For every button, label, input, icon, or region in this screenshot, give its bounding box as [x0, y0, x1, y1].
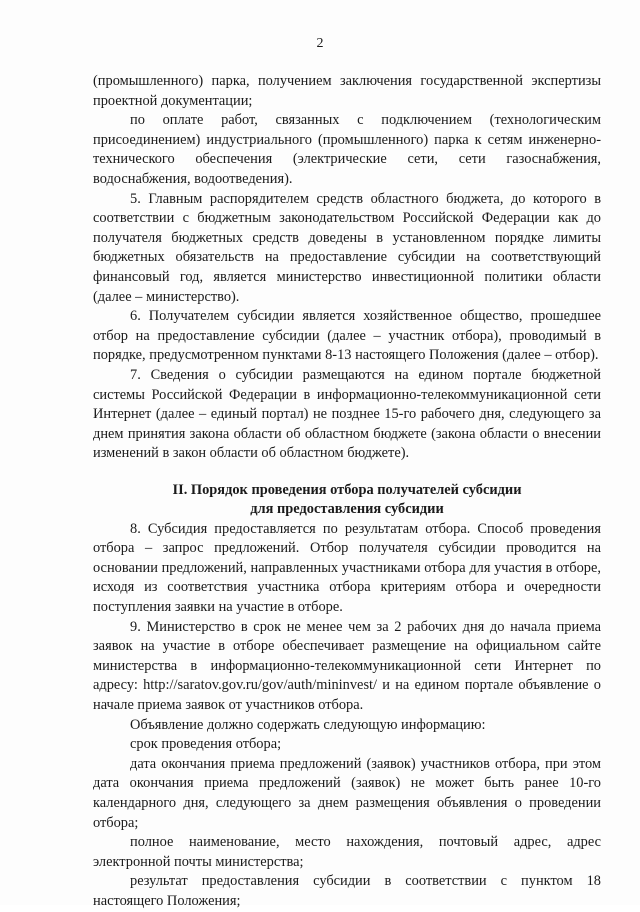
list-item-ministry-details: полное наименование, место нахождения, почтовый адрес, адрес электронной почты министерства; [93, 834, 601, 870]
paragraph-item-5: 5. Главным распорядителем средств областного бюджета, до которого в соответствии с бюджетным законодательством Российской Федерации как до получателя бюджетных средств доведены в установленном порядке лимиты бюджетных обязательств на предоставление субсидии на соответствующий финансовый год, является министерство инвестиционной политики области (далее – министерство). [93, 190, 601, 305]
page-number: 2 [316, 36, 324, 51]
paragraph-item-6: 6. Получателем субсидии является хозяйственное общество, прошедшее отбор на предоставление субсидии (далее – участник отбора), проводимый в порядке, предусмотренном пунктами 8-13 настоящего Положения (далее – отбор). [93, 308, 601, 364]
paragraph-item-9: 9. Министерство в срок не менее чем за 2 рабочих дня до начала приема заявок на участие в отборе обеспечивает размещение на официальном сайте министерства в информационно-телекоммуникационной сети Интернет по адресу: http://saratov.gov.ru/gov/auth/mininvest/ и на едином портале объявление о начале приема заявок от участников отбора. [93, 618, 601, 714]
paragraph-item-8: 8. Субсидия предоставляется по результатам отбора. Способ проведения отбора – запрос предложений. Отбор получателя субсидии проводится на основании предложений, направленных участниками отбора для участия в отборе, исходя из соответствия участника отбора критериям отбора и очередности поступления заявки на участие в отборе. [93, 520, 601, 616]
paragraph-continuation: (промышленного) парка, получением заключения государственной экспертизы проектной документации; [93, 73, 601, 109]
section-heading-line-1: II. Порядок проведения отбора получателей субсидии [172, 481, 522, 498]
list-item-selection-period: срок проведения отбора; [130, 736, 282, 753]
paragraph-announcement-intro: Объявление должно содержать следующую информацию: [130, 716, 486, 733]
list-item-deadline: дата окончания приема предложений (заявок) участников отбора, при этом дата окончания приема предложений (заявок) не может быть ранее 10-го календарного дня, следующего за днем размещения объявления о проведении отбора; [93, 755, 601, 831]
section-heading [93, 481, 601, 520]
paragraph-item-7: 7. Сведения о субсидии размещаются на едином портале бюджетной системы Российской Федерации в информационно-телекоммуникационной сети Интернет (далее – единый портал) не позднее 15-го рабочего дня, следующего за днем принятия закона области об областном бюджете (закона области о внесении изменений в закон области об областном бюджете). [93, 366, 601, 462]
paragraph-payment-connection: по оплате работ, связанных с подключением (технологическим присоединением) индустриального (промышленного) парка к сетям инженерно-технического обеспечения (электрические сети, сети газоснабжения, водоснабжения, водоотведения). [93, 112, 601, 187]
list-item-subsidy-result: результат предоставления субсидии в соответствии с пунктом 18 настоящего Положения; [93, 873, 601, 909]
document-body [93, 72, 601, 912]
section-heading-line-2: для предоставления субсидии [250, 501, 444, 518]
